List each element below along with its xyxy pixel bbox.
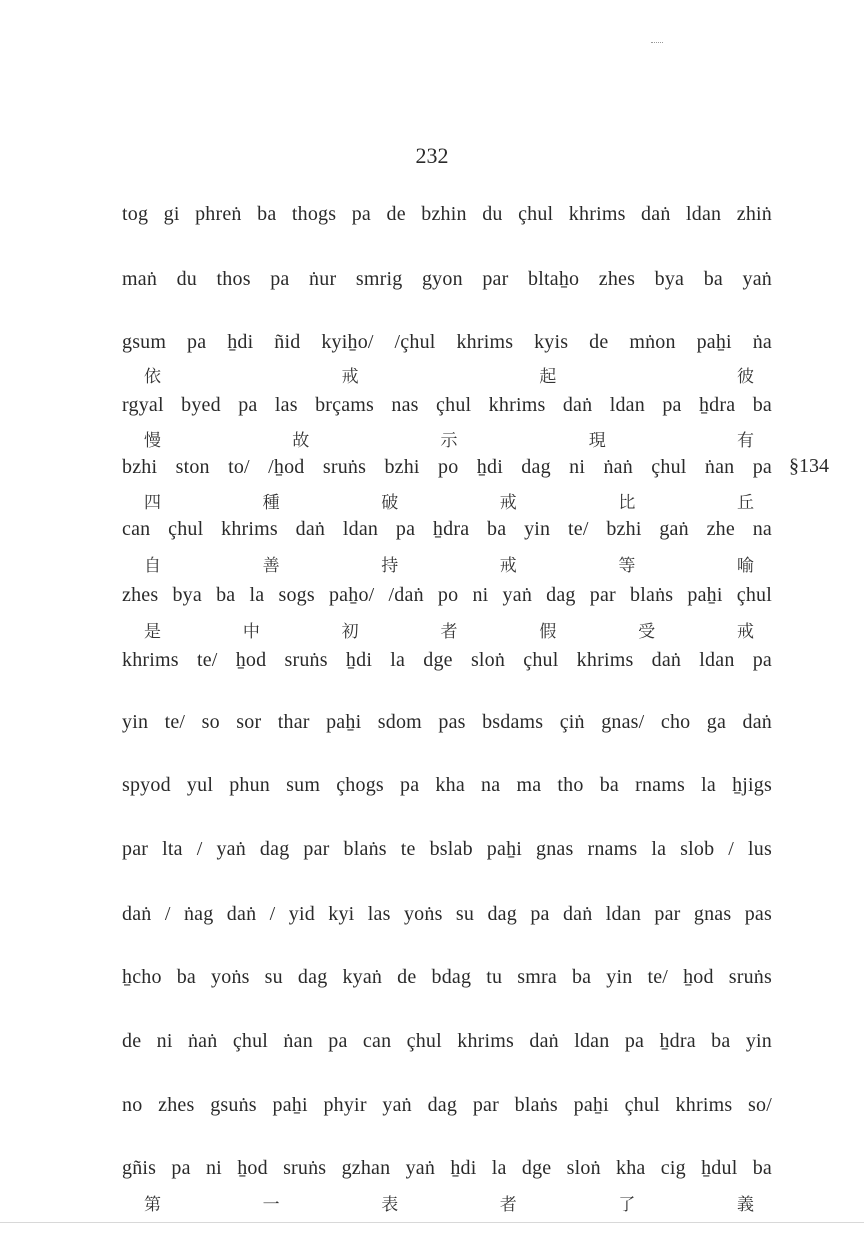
gloss-char: 現	[588, 431, 606, 451]
text-line: ẖcho ba yoṅs su dag kyaṅ de bdag tu smra ba yin te/ ẖod sruṅs	[122, 966, 772, 988]
gloss-char: 一	[262, 1195, 280, 1215]
gloss-char: 初	[341, 622, 359, 642]
gloss-char: 持	[381, 556, 399, 576]
gloss-char: 義	[736, 1195, 754, 1215]
gloss-char: 有	[737, 431, 754, 451]
text-line: gñis pa ni ẖod sruṅs gzhan yaṅ ẖdi la dge sloṅ kha cig ẖdul ba	[122, 1157, 772, 1179]
gloss-char: 破	[381, 493, 399, 513]
chinese-gloss-line	[122, 362, 772, 387]
text-line: zhes bya ba la sogs paẖo/ /daṅ po ni yaṅ dag par blaṅs paẖi çhul	[122, 584, 772, 606]
gloss-char: 受	[638, 622, 656, 642]
gloss-char: 假	[539, 622, 557, 642]
gloss-char: 者	[440, 622, 458, 642]
gloss-char: 比	[618, 493, 636, 513]
gloss-char: 等	[618, 556, 636, 576]
chinese-gloss-line	[122, 551, 772, 576]
text-line: yin te/ so sor thar paẖi sdom pas bsdams çiṅ gnas/ cho ga daṅ	[122, 711, 772, 733]
gloss-char: 戒	[499, 493, 517, 513]
gloss-char: 示	[440, 431, 458, 451]
gloss-char: 種	[262, 493, 280, 513]
text-line: daṅ / ṅag daṅ / yid kyi las yoṅs su dag pa daṅ ldan par gnas pas	[122, 903, 772, 925]
page-bottom-edge	[0, 1222, 864, 1223]
text-line: tog gi phreṅ ba thogs pa de bzhin du çhul khrims daṅ ldan zhiṅ	[122, 203, 772, 225]
gloss-char: 喻	[736, 556, 754, 576]
text-line: gsum pa ẖdi ñid kyiẖo/ /çhul khrims kyis de mṅon paẖi ṅa	[122, 331, 772, 353]
gloss-char: 了	[618, 1195, 636, 1215]
gloss-char: 戒	[341, 367, 359, 387]
gloss-char: 彼	[736, 367, 754, 387]
gloss-char: 中	[242, 622, 260, 642]
gloss-char: 第	[144, 1195, 161, 1215]
section-marker: §134	[789, 455, 829, 477]
chinese-gloss-line	[122, 1190, 772, 1215]
gloss-char: 起	[539, 367, 557, 387]
text-line: khrims te/ ẖod sruṅs ẖdi la dge sloṅ çhul khrims daṅ ldan pa	[122, 649, 772, 671]
gloss-char: 丘	[736, 493, 754, 513]
gloss-char: 戒	[736, 622, 754, 642]
gloss-char: 者	[499, 1195, 517, 1215]
chinese-gloss-line	[122, 426, 772, 451]
gloss-char: 善	[262, 556, 280, 576]
scan-speck	[651, 42, 663, 46]
chinese-gloss-line	[122, 617, 772, 642]
gloss-char: 自	[144, 556, 161, 576]
gloss-char: 四	[144, 493, 161, 513]
text-line: bzhi ston to/ /ẖod sruṅs bzhi po ẖdi dag ni ṅaṅ çhul ṅan pa	[122, 456, 772, 478]
gloss-char: 慢	[144, 431, 161, 451]
text-line: rgyal byed pa las brçams nas çhul khrims daṅ ldan pa ẖdra ba	[122, 394, 772, 416]
chinese-gloss-line	[122, 488, 772, 513]
gloss-char: 是	[144, 622, 161, 642]
text-line: de ni ṅaṅ çhul ṅan pa can çhul khrims daṅ ldan pa ẖdra ba yin	[122, 1030, 772, 1052]
gloss-char: 故	[292, 431, 310, 451]
page-number: 232	[415, 143, 449, 168]
gloss-char: 表	[381, 1195, 399, 1215]
gloss-char: 依	[144, 367, 161, 387]
text-line: can çhul khrims daṅ ldan pa ẖdra ba yin te/ bzhi gaṅ zhe na	[122, 518, 772, 540]
text-line: spyod yul phun sum çhogs pa kha na ma tho ba rnams la ẖjigs	[122, 774, 772, 796]
text-line: maṅ du thos pa ṅur smrig gyon par bltaẖo zhes bya ba yaṅ	[122, 268, 772, 290]
text-line: no zhes gsuṅs paẖi phyir yaṅ dag par blaṅs paẖi çhul khrims so/	[122, 1094, 772, 1116]
gloss-char: 戒	[499, 556, 517, 576]
text-line: par lta / yaṅ dag par blaṅs te bslab paẖi gnas rnams la slob / lus	[122, 838, 772, 860]
